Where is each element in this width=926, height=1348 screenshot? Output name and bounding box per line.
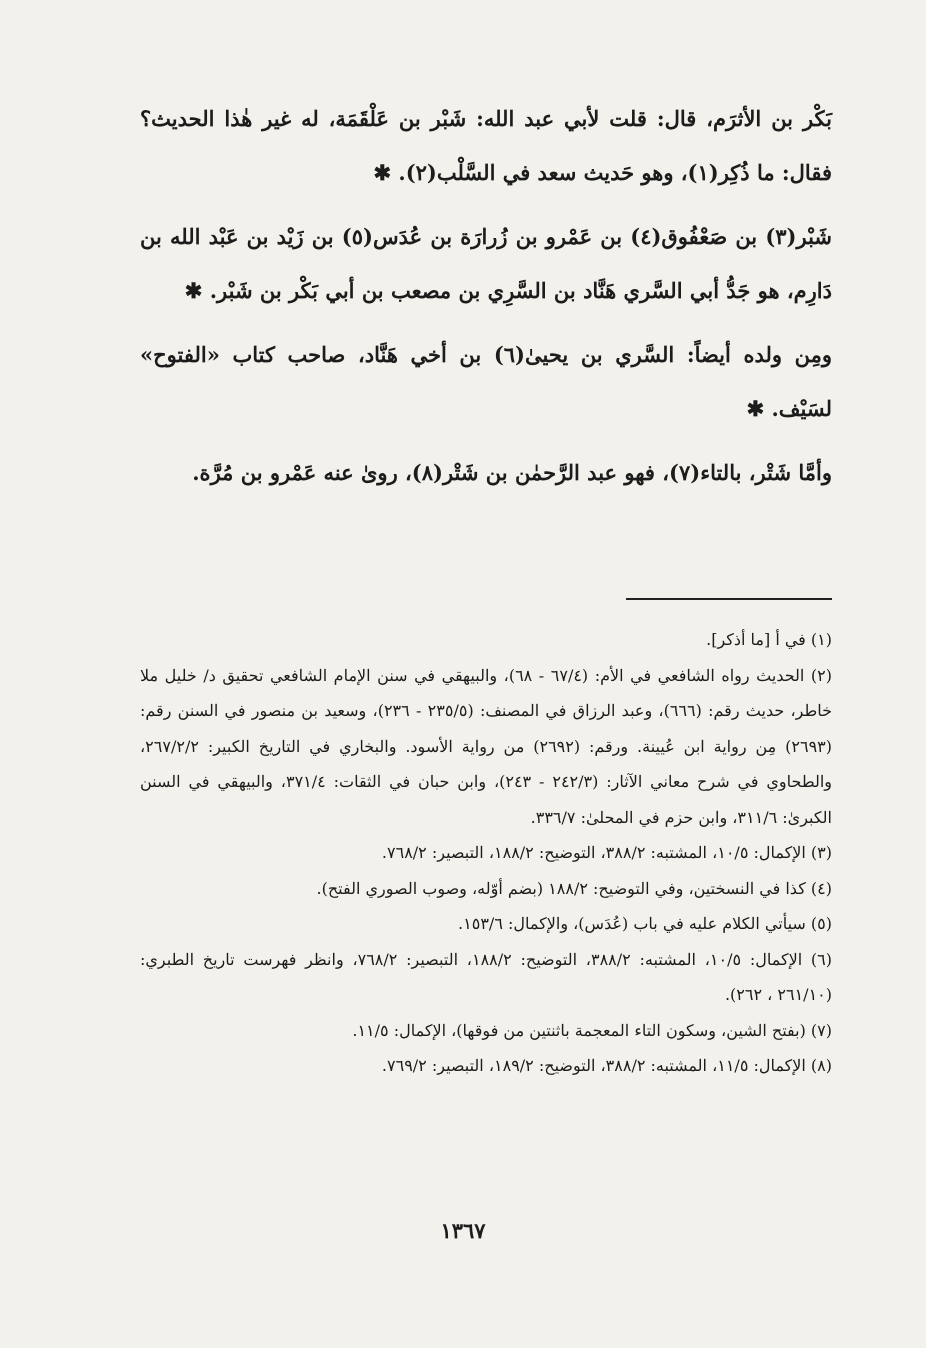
footnote: (٦) الإكمال: ١٠/٥، المشتبه: ٣٨٨/٢، التوضيح: ١٨٨/٢، التبصير: ٧٦٨/٢، وانظر فهرست تاريخ الطبري: (٢٦١/١٠ ، ٢٦٢). — [140, 949, 832, 1004]
main-paragraph: بَكْر بن الأثرَم، قال: قلت لأبي عبد الله: شَبْر بن عَلْقَمَة، له غير هٰذا الحديث؟ فقال: ما ذُكِر(١)، وهو حَديث سعد في السَّلْب(٢). ✱ — [140, 106, 832, 185]
footnote: (٧) (بفتح الشين، وسكون التاء المعجمة باثنتين من فوقها)، الإكمال: ١١/٥. — [352, 1020, 832, 1040]
footnote: (٤) كذا في النسختين، وفي التوضيح: ١٨٨/٢ (بضم أوّله، وصوب الصوري الفتح). — [316, 878, 832, 898]
footnote: (٣) الإكمال: ١٠/٥، المشتبه: ٣٨٨/٢، التوضيح: ١٨٨/٢، التبصير: ٧٦٨/٢. — [381, 843, 832, 862]
footnote-separator — [626, 598, 832, 600]
footnote: (٢) الحديث رواه الشافعي في الأم: (٦٧/٤ - ٦٨)، والبيهقي في سنن الإمام الشافعي تحقيق د/ خليل ملا خاطر، حديث رقم: (٦٦٦)، وعبد الرزاق في المصنف: (٢٣٥/٥ - ٢٣٦)، وسعيد بن منصور في السنن رقم: (٢٦٩٣) مِن رواية ابن عُيينة. ورقم: (٢٦٩٢) من رواية الأسود. والبخاري في التاريخ الكبير: ٢٦٧/٢/٢، والطحاوي في شرح معاني الآثار: (٢٤٢/٣ - ٢٤٣)، وابن حبان في الثقات: ٣٧١/٤، والبيهقي في السنن الكبرىٰ: ٣١١/٦، وابن حزم في المحلىٰ: ٣٣٦/٧. — [140, 665, 833, 827]
main-paragraph: وأمَّا شَتْر، بالتاء(٧)، فهو عبد الرَّحمٰن بن شَتْر(٨)، روىٰ عنه عَمْرو بن مُرَّة. — [192, 460, 832, 485]
main-paragraph: ومِن ولده أيضاً: السَّري بن يحيىٰ(٦) بن أخي هَنَّاد، صاحب كتاب «الفتوح» لسَيْف. ✱ — [140, 342, 832, 421]
page-number: ١٣٦٧ — [440, 1218, 486, 1243]
footnote: (٥) سيأتي الكلام عليه في باب (عُدَس)، والإكمال: ١٥٣/٦. — [458, 914, 832, 933]
main-text — [140, 92, 832, 510]
main-paragraph: شَبْر(٣) بن صَعْفُوق(٤) بن عَمْرو بن زُرارَة بن عُدَس(٥) بن زَيْد بن عَبْد الله بن دَارِم، هو جَدُّ أبي السَّري هَنَّاد بن السَّرِي بن مصعب بن أبي بَكْر بن شَبْر. ✱ — [140, 224, 833, 303]
footnote: (١) في أ [ما أذكر]. — [706, 630, 832, 649]
footnotes — [140, 622, 832, 1084]
footnote: (٨) الإكمال: ١١/٥، المشتبه: ٣٨٨/٢، التوضيح: ١٨٩/٢، التبصير: ٧٦٩/٢. — [381, 1056, 832, 1075]
